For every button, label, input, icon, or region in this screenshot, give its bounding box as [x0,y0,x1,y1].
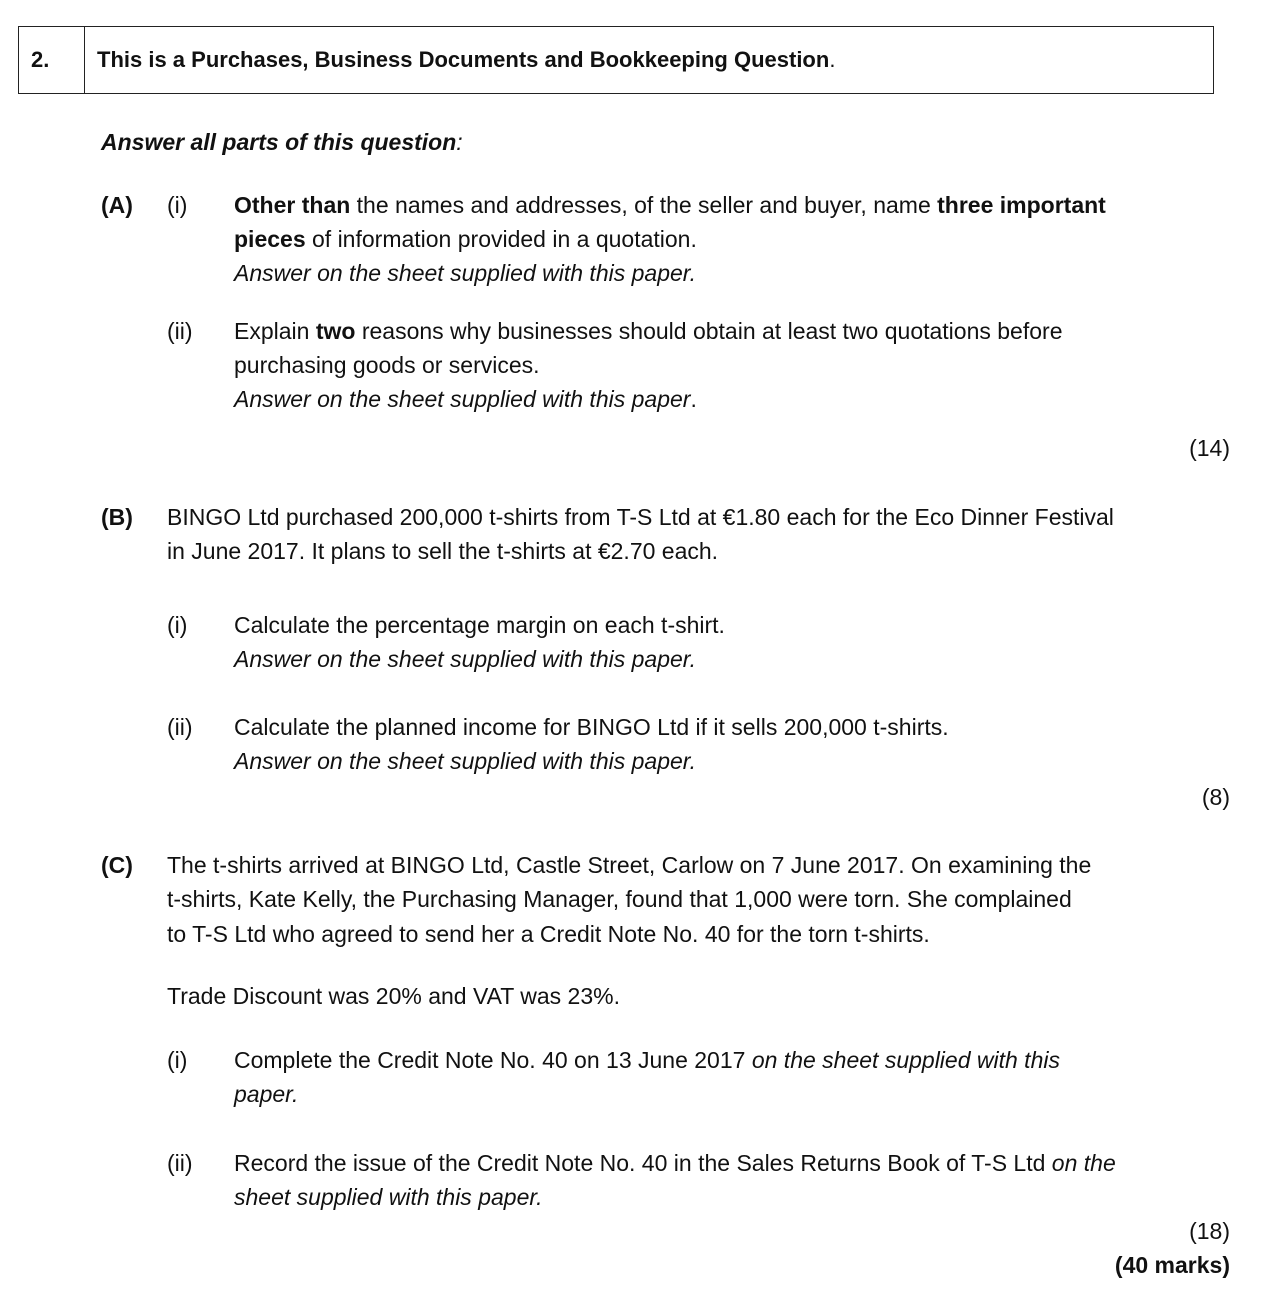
part-b-line2: in June 2017. It plans to sell the t-shirts at €2.70 each. [167,538,719,564]
part-b-i-note: Answer on the sheet supplied with this paper. [234,646,696,672]
question-number: 2. [19,27,85,93]
part-a-ii-line2: purchasing goods or services. [234,352,540,378]
part-b-ii-note: Answer on the sheet supplied with this paper. [234,748,696,774]
part-a-ii-note: Answer on the sheet supplied with this paper. [234,386,697,412]
part-a-ii-num: (ii) [167,318,193,344]
part-c-ii-num: (ii) [167,1150,193,1176]
part-c-line2: t-shirts, Kate Kelly, the Purchasing Manager, found that 1,000 were torn. She complained [167,886,1072,912]
question-title: This is a Purchases, Business Documents and Bookkeeping Question . [97,47,836,72]
part-a-label: (A) [101,192,133,218]
part-b-label: (B) [101,504,133,530]
part-b-line1: BINGO Ltd purchased 200,000 t-shirts from T-S Ltd at €1.80 each for the Eco Dinner Festival [167,504,1114,530]
part-b-i-text: Calculate the percentage margin on each t-shirt. [234,612,725,638]
part-a-i-num: (i) [167,192,188,218]
part-c-discount: Trade Discount was 20% and VAT was 23%. [167,983,620,1009]
part-c-i-line2: paper. [234,1081,299,1107]
part-c-line1: The t-shirts arrived at BINGO Ltd, Castle Street, Carlow on 7 June 2017. On examining the [167,852,1092,878]
part-b-ii-num: (ii) [167,714,193,740]
part-c-label: (C) [101,852,133,878]
part-b-ii-text: Calculate the planned income for BINGO Ltd if it sells 200,000 t-shirts. [234,714,949,740]
part-c-line3: to T-S Ltd who agreed to send her a Credit Note No. 40 for the torn t-shirts. [167,921,930,947]
part-a-ii-line1: Explain two reasons why businesses should obtain at least two quotations before [234,318,1063,344]
part-a-marks: (14) [1189,435,1230,461]
part-c-i-line1: Complete the Credit Note No. 40 on 13 June 2017 on the sheet supplied with this [234,1047,1060,1073]
part-c-ii-line1: Record the issue of the Credit Note No. 40 in the Sales Returns Book of T-S Ltd on the [234,1150,1116,1176]
part-c-i-num: (i) [167,1047,188,1073]
total-marks: (40 marks) [1114,1252,1230,1278]
part-b-marks: (8) [1201,784,1230,810]
part-b-i-num: (i) [167,612,188,638]
part-a-i-line1: Other than the names and addresses, of the seller and buyer, name three important [234,192,1106,218]
question-header [18,26,1214,94]
part-c-marks: (18) [1189,1218,1230,1244]
part-c-ii-line2: sheet supplied with this paper. [234,1184,543,1210]
instruction: Answer all parts of this question: [101,129,463,155]
part-a-i-note: Answer on the sheet supplied with this paper. [234,260,696,286]
part-a-i-line2: pieces of information provided in a quotation. [234,226,697,252]
